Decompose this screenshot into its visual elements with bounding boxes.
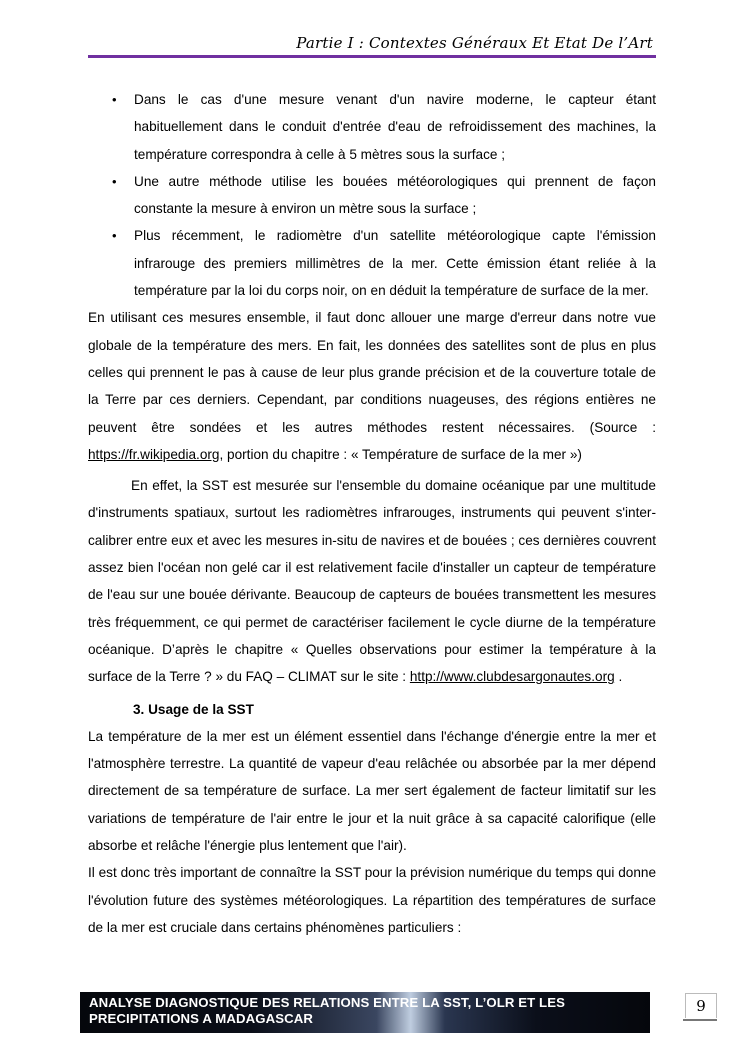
footer-banner-text: ANALYSE DIAGNOSTIQUE DES RELATIONS ENTRE LA SST, L’OLR ET LES PRECIPITATIONS A MADAGASCAR [89,995,566,1026]
clubdesargonautes-link[interactable]: http://www.clubdesargonautes.org [409,669,615,685]
list-item [88,86,656,168]
paragraph-tail: , portion du chapitre : « Température de surface de la mer ») [219,446,582,462]
list-item-text: Plus récemment, le radiomètre d'un satellite météorologique capte l'émission infrarouge des premiers millimètres de la mer. Cette émission étant reliée à la température par la loi du corps noir, on en déduit la température de surface de la mer. [134,228,656,299]
document-body [88,86,656,941]
list-item [88,222,656,304]
list-item-text: Dans le cas d'une mesure venant d'un navire moderne, le capteur étant habituellement dans le conduit d'entrée d'eau de refroidissement des machines, la température correspondra à celle à 5 mètres sous la surface ; [134,92,656,162]
bullet-dot-icon: • [112,228,117,244]
paragraph-numerical-forecast: Il est donc très important de connaître la SST pour la prévision numérique du temps qui donne l'évolution future des systèmes météorologiques. La répartition des températures de surface de la mer est cruciale dans certains phénomènes particuliers : [88,865,656,935]
bullet-dot-icon: • [112,92,117,107]
header-rule [88,55,656,58]
paragraph-source-wikipedia [88,304,656,468]
page-number: 9 [685,993,717,1018]
footer-banner [80,992,650,1033]
section-heading: 3. Usage de la SST [133,701,254,717]
bullet-list [88,86,656,304]
paragraph-text: En effet, la SST est mesurée sur l'ensemble du domaine océanique par une multitude d'instruments spatiaux, surtout les radiomètres infrarouges, instruments qui peuvent s'inter-calibrer entre eux et avec les mesures in-situ de navires et de bouées ; ces dernières couvrent assez bien l'océan non gelé car il est relativement facile d'installer un capteur de température de l'eau sur une bouée dérivante. Beaucoup de capteurs de bouées transmettent les mesures très fréquemment, ce qui permet de caractériser facilement le cycle diurne de la température océanique. D’après le chapitre « Quelles observations pour estimer la température à la surface de la Terre ? » du FAQ – CLIMAT sur le site : [88,478,656,685]
paragraph-text: En utilisant ces mesures ensemble, il faut donc allouer une marge d'erreur dans notre vue globale de la température des mers. En fait, les données des satellites sont de plus en plus celles qui prennent le pas à cause de leur plus grande précision et de la couverture totale de la Terre par ces derniers. Cependant, par conditions nuageuses, des régions entières ne peuvent être sondées et les autres méthodes restent nécessaires. (Source : [88,310,656,435]
wikipedia-link[interactable]: https://fr.wikipedia.org [88,446,220,462]
page-header-title: Partie I : Contextes Généraux Et Etat De l’Art [296,34,653,52]
paragraph-tail: . [614,669,623,685]
bullet-dot-icon: • [112,173,117,189]
page-number-rule [683,1019,717,1021]
list-item [88,168,656,223]
list-item-text: Une autre méthode utilise les bouées météorologiques qui prennent de façon constante la mesure à environ un mètre sous la surface ; [134,173,656,217]
paragraph-energy-exchange: La température de la mer est un élément essentiel dans l'échange d'énergie entre la mer et l'atmosphère terrestre. La quantité de vapeur d'eau relâchée ou absorbée par la mer dépend directement de sa température de surface. La mer sert également de facteur limitatif sur les variations de température de l'air entre le jour et la nuit grâce à sa capacité calorifique (elle absorbe et relâche l'énergie plus lentement que l'air). [88,728,656,854]
paragraph-sst-measurement [88,472,656,690]
